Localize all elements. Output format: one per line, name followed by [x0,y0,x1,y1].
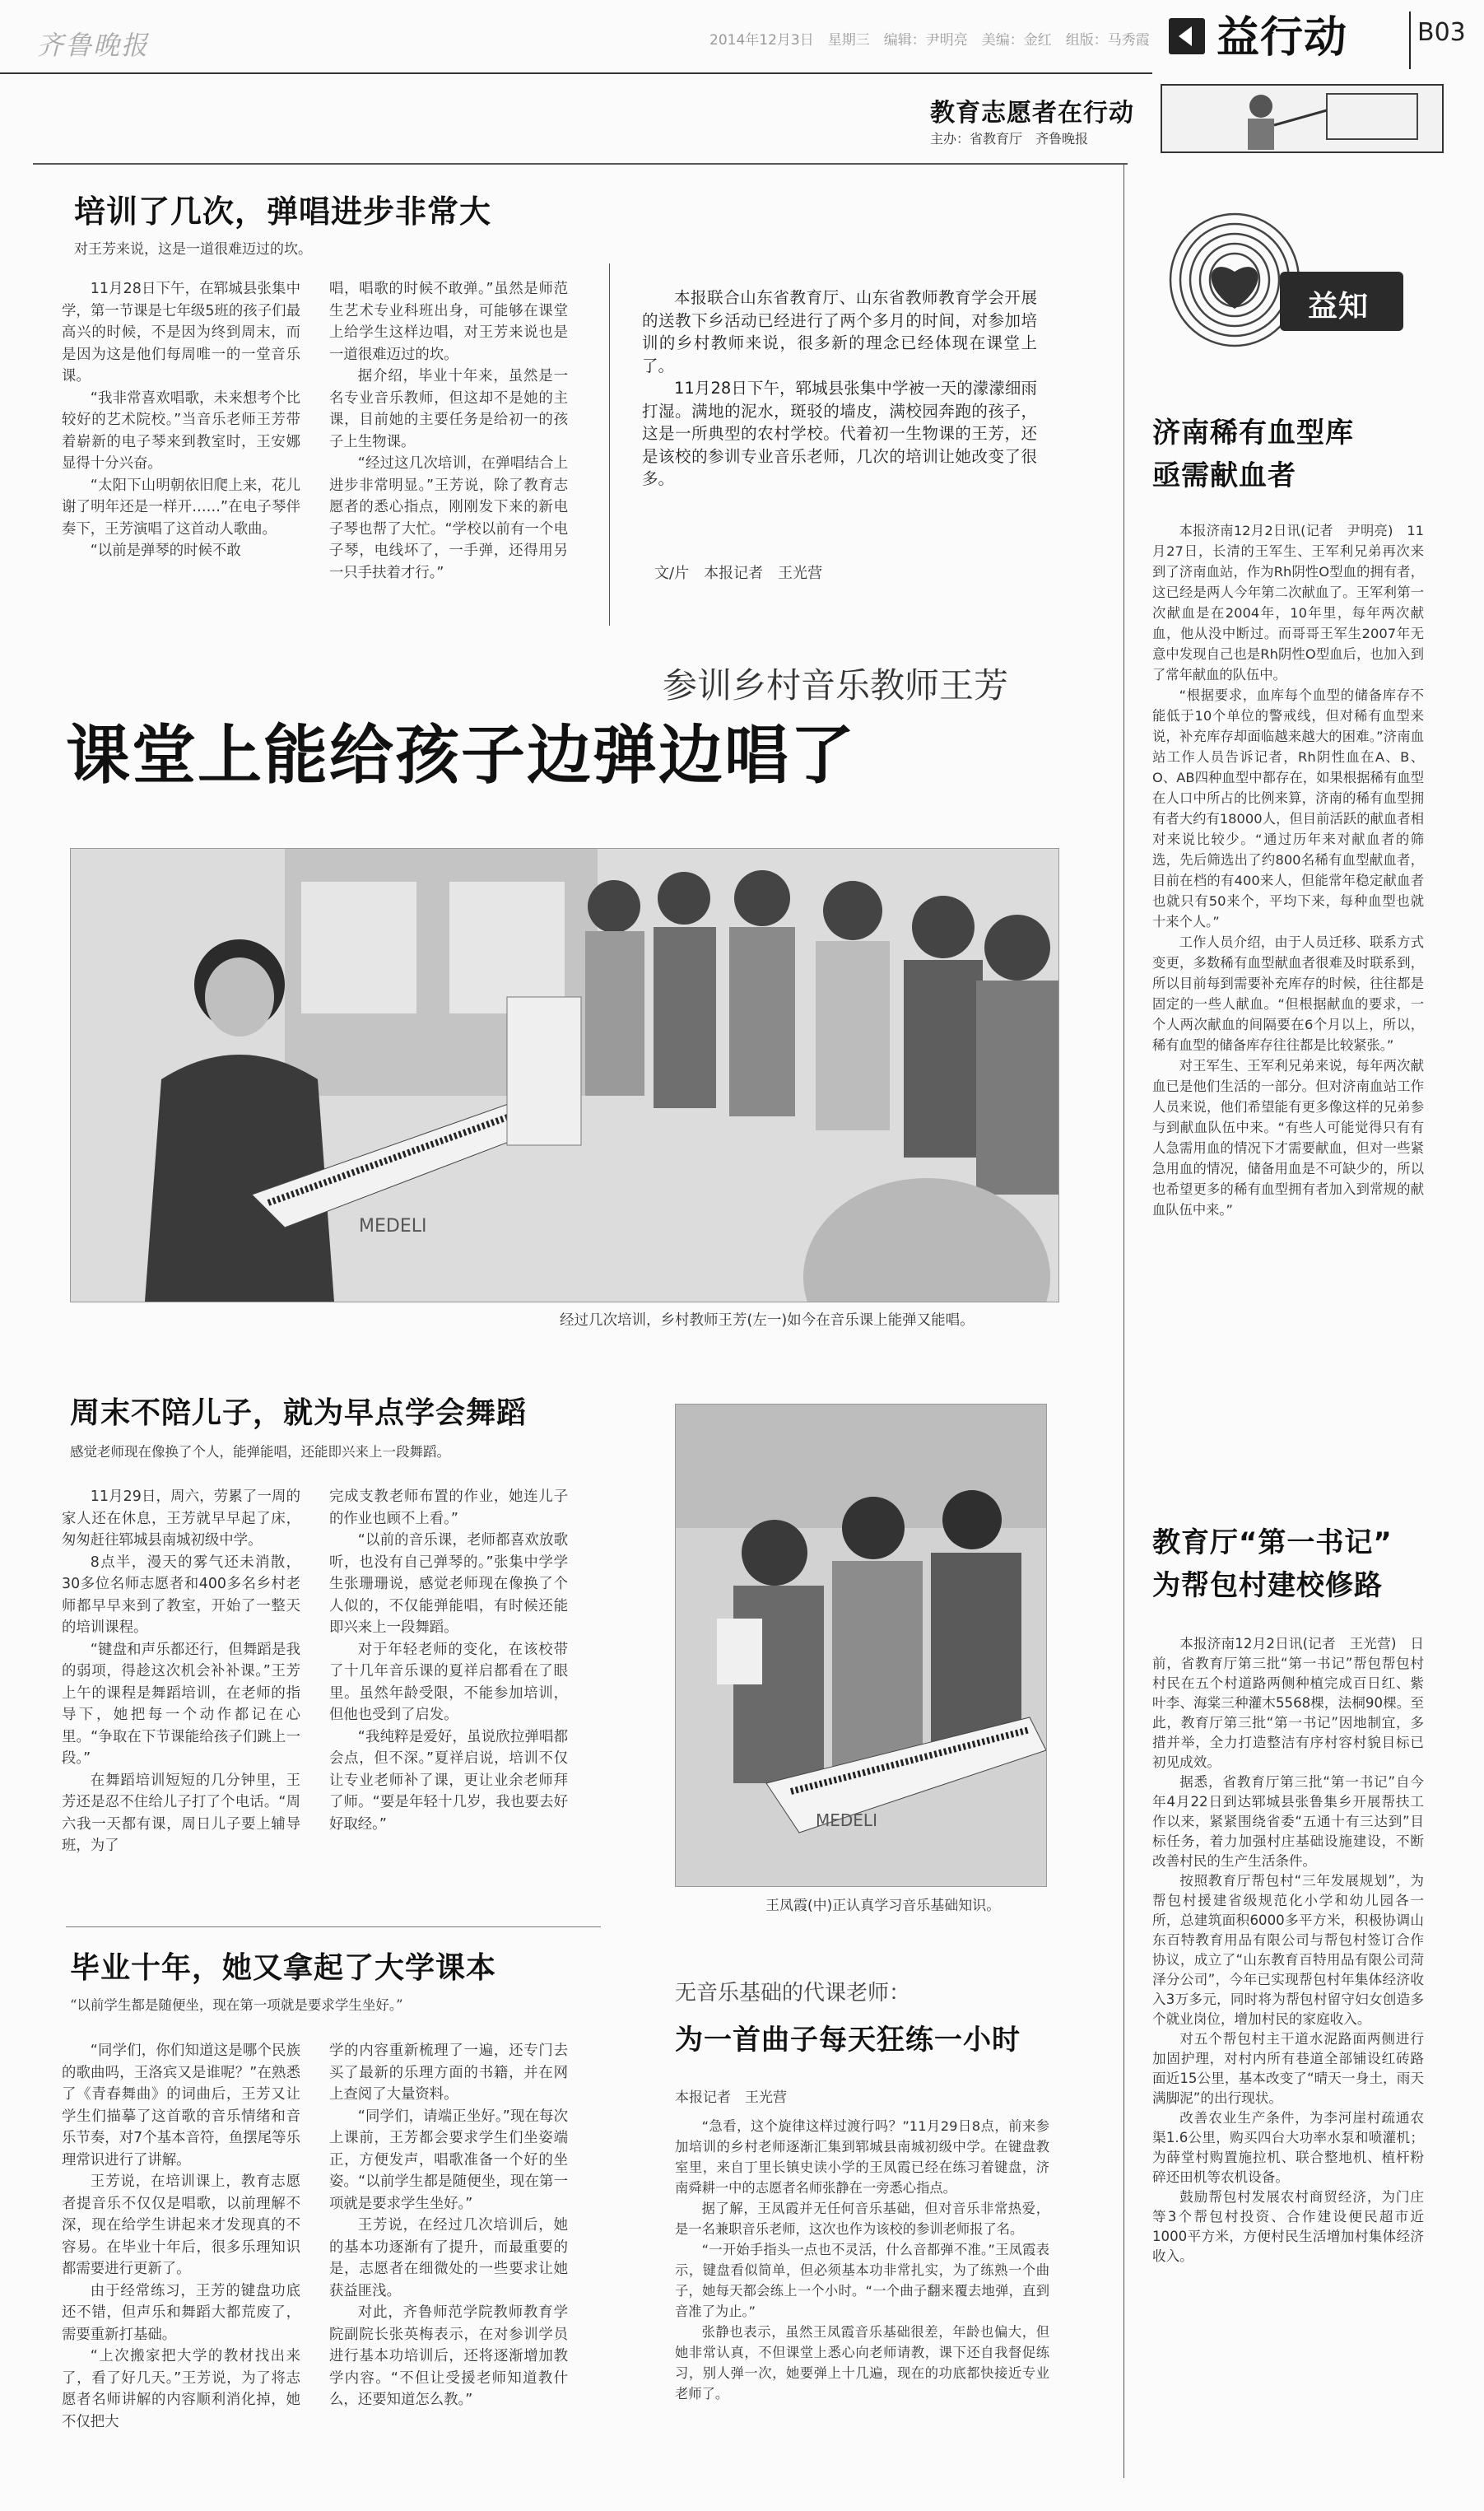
story1-lead: 对王芳来说，这是一道很难迈过的坎。 [74,241,312,258]
paragraph: 对于年轻老师的变化，在该校带了十几年音乐课的夏祥启都看在了眼里。虽然年龄受限，不能参加培训，但他也受到了启发。 [329,1641,568,1723]
masthead [0,0,1484,82]
paragraph: 据悉，省教育厅第三批“第一书记”自今年4月22日到达郓城县张鲁集乡开展帮扶工作以来，紧紧围绕省委“五通十有三达到”目标任务，着力加强村庄基础设施建设，不断改善村民的生产生活条件。 [1152,1774,1424,1869]
paragraph: 在舞蹈培训短短的几分钟里，王芳还是忍不住给儿子打了个电话。“周六我一天都有课，周日儿子要上辅导班，为了 [62,1772,300,1854]
sidebar-story1-title [1152,412,1354,497]
paragraph: 本报济南12月2日讯(记者 尹明亮) 11月27日，长清的王军生、王军利兄弟再次来到了济南血站，作为Rh阴性O型血的拥有者，这已经是两人今年第二次献血了。王军利第一次献血是在2004年，10年里，每年两次献血，他从没中断过。而哥哥王军生2007年无意中发现自己也是Rh阴性O型血后，也加入到了常年献血的队伍中。 [1152,523,1424,682]
paragraph: “以前是弹琴的时候不敢 [90,543,241,559]
paragraph: “一开始手指头一点也不灵活，什么音都弹不准。”王凤霞表示，键盘看似简单，但必须基本功非常扎实，为了练熟一个曲子，她每天都会练上一个小时。“一个曲子翻来覆去地弹，直到音准了为止。” [675,2242,1049,2319]
teacher-illustration [1161,84,1444,153]
paragraph: 改善农业生产条件，为李河崖村疏通农渠1.6公里，购买四台大功率水泵和喷灌机；为薛堂村购置施拉机、联合整地机、植杆粉碎还田机等农机设备。 [1152,2110,1424,2185]
paragraph: 唱，唱歌的时候不敢弹。”虽然是师范生艺术专业科班出身，可能够在课堂上给学生这样边唱，对王芳来说也是一道很难迈过的坎。 [329,281,568,363]
story2-column-1 [62,1486,300,1857]
sidebar-story1-body [1152,520,1424,1220]
paragraph: “我非常喜欢唱歌，未来想考个比较好的艺术院校。”当音乐老师王芳带着崭新的电子琴来到教室时，王安娜显得十分兴奋。 [62,389,300,472]
story4-kicker: 无音乐基础的代课老师： [675,1981,911,2006]
paragraph: 对五个帮包村主干道水泥路面两侧进行加固护理，对村内所有巷道全部铺设红砖路面近15公里，基本改变了“晴天一身土，雨天满脚泥”的出行现状。 [1152,2031,1424,2106]
photo-teacher-keyboard [70,848,1059,1302]
sidebar-story2-title [1152,1521,1393,1607]
intro-byline: 文/片 本报记者 王光营 [654,565,823,582]
paragraph: “我纯粹是爱好，虽说欣拉弹唱都会点，但不深。”夏祥启说，培训不仅让专业老师补了课，更让业余老师拜了师。“要是年轻十几岁，我也要去好好取经。” [329,1728,568,1833]
paragraph: “键盘和声乐都还行，但舞蹈是我的弱项，得趁这次机会补补课。”王芳上午的课程是舞蹈培训，在老师的指导下，她把每一个动作都记在心里。“争取在下节课能给孩子们跳上一段。” [62,1641,300,1767]
story1-column-2 [329,278,568,584]
paragraph: 8点半，漫天的雾气还未消散，30多位名师志愿者和400多名乡村老师都早早来到了教室，开始了一整天的培训课程。 [62,1554,300,1636]
paragraph: “上次搬家把大学的教材找出来了，看了好几天。”王芳说，为了将志愿者名师讲解的内容顺利消化掉，她不仅把大 [62,2348,300,2430]
title-line: 济南稀有血型库 [1152,417,1354,450]
story3-column-2 [329,2040,568,2411]
paragraph: “急看，这个旋律这样过渡行吗？”11月29日8点，前来参加培训的乡村老师逐渐汇集到郓城县南城初级中学。在键盘教室里，来自丁里长镇史读小学的王凤霞已经在练习着键盘，济南舜耕一中的志愿者名师张静在一旁悉心指点。 [675,2118,1049,2196]
paragraph: 张静也表示，虽然王凤霞音乐基础很差，年龄也偏大，但她非常认真，不但课堂上悉心向老师请教，课下还自我督促练习，别人弹一次，她要弹上十几遍，现在的功底都快接近专业老师了。 [675,2324,1049,2402]
paragraph: “太阳下山明朝依旧爬上来，花儿谢了明年还是一样开……”在电子琴伴奏下，王芳演唱了这首动人歌曲。 [62,477,300,538]
story2-column-2 [329,1486,568,1835]
story3-lead: “以前学生都是随便坐，现在第一项就是要求学生坐好。” [70,1997,403,2013]
story1-column-1 [62,278,300,562]
paragraph: 学的内容重新梳理了一遍，还专门去买了最新的乐理方面的书籍，并在网上查阅了大量资料。 [329,2043,568,2103]
headline-kicker: 参训乡村音乐教师王芳 [663,665,1009,706]
issue-meta: 2014年12月3日 星期三 编辑：尹明亮 美编：金红 组版：马秀霞 [709,32,1150,49]
paragraph: 王芳说，在经过几次培训后，她的基本功逐渐有了提升，而最重要的是，志愿者在细微处的一些要求让她获益匪浅。 [329,2217,568,2299]
paragraph: 本报联合山东省教育厅、山东省教师教育学会开展的送教下乡活动已经进行了两个多月的时间，对参加培训的乡村教师来说，很多新的理念已经体现在课堂上了。 [642,288,1037,375]
main-headline: 课堂上能给孩子边弹边唱了 [66,719,857,793]
page-number: B03 [1417,18,1466,47]
paragraph: 完成支教老师布置的作业，她连儿子的作业也顾不上看。” [329,1488,568,1527]
paragraph: 据了解，王凤霞并无任何音乐基础，但对音乐非常热爱，是一名兼职音乐老师，这次也作为该校的参训老师报了名。 [675,2201,1049,2237]
paragraph: 对王军生、王军利兄弟来说，每年两次献血已是他们生活的一部分。但对济南血站工作人员来说，他们希望能有更多像这样的兄弟参与到献血队伍中来。“有些人可能觉得只有有人急需用血的情况下才需要献血，但对一些紧急用血的情况，储备用血是不可缺少的，所以也希望更多的稀有血型拥有者加入到常规的献血队伍中来。” [1152,1058,1424,1218]
keyboard-brand-text: MEDELI [359,1216,427,1237]
section-banner [864,82,1444,156]
title-line: 亟需献血者 [1152,459,1296,492]
paragraph: 由于经常练习，王芳的键盘功底还不错，但声乐和舞蹈大都荒废了，需要重新打基础。 [62,2282,300,2343]
newspaper-logo: 齐鲁晚报 [37,30,150,61]
photo1-caption: 经过几次培训，乡村教师王芳(左一)如今在音乐课上能弹又能唱。 [560,1312,975,1329]
section-icon [1169,18,1205,54]
paragraph: 据介绍，毕业十年来，虽然是一名专业音乐教师，但这却不是她的主课，目前她的主要任务是给初一的孩子上生物课。 [329,368,568,450]
story2-lead: 感觉老师现在像换了个人，能弹能唱，还能即兴来上一段舞蹈。 [70,1444,450,1460]
sidebar-label-badge [1280,272,1403,331]
sidebar-story2-body [1152,1634,1424,2266]
paragraph: 11月29日，周六，劳累了一周的家人还在休息，王芳就早早起了床，匆匆赶往郓城县南城初级中学。 [62,1488,300,1549]
title-line: 为帮包村建校修路 [1152,1569,1383,1602]
story3-column-1 [62,2040,300,2433]
paragraph: “根据要求，血库每个血型的储备库存不能低于10个单位的警戒线，但对稀有血型来说，补充库存却面临越来越大的困难。”济南血站工作人员告诉记者，Rh阴性血在A、B、O、AB四种血型中都存在，如果根据稀有血型在人口中所占的比例来算，济南的稀有血型拥有者大约有18000人，但目前活跃的献血者相对来说比较少。“通过历年来对献血者的筛选，先后筛选出了约800名稀有血型献血者，目前在档的有400来人，但能常年稳定献血者也就只有50来个，平均下来，每种血型也就十来个人。” [1152,687,1424,929]
paragraph: 11月28日下午，郓城县张集中学被一天的濛濛细雨打湿。满地的泥水，斑驳的墙皮，满校园奔跑的孩子，这是一所典型的农村学校。代着初一生物课的王芳，还是该校的参训专业音乐老师，几次的培训让她改变了很多。 [642,379,1037,488]
intro-text [642,287,1037,491]
photo2-caption: 王凤霞(中)正认真学习音乐基础知识。 [765,1898,1001,1914]
paragraph: 鼓励帮包村发展农村商贸经济，为门庄等3个帮包村投资、合作建设便民超市近1000平方米，方便村民生活增加村集体经济收入。 [1152,2189,1424,2264]
banner-title: 教育志愿者在行动 [930,99,1134,128]
story4-title: 为一首曲子每天狂练一小时 [675,2024,1021,2057]
banner-subtitle: 主办：省教育厅 齐鲁晚报 [930,131,1089,147]
section-title: 益行动 [1217,13,1348,63]
paragraph: “同学们，请端正坐好。”现在每次上课前，王芳都会要求学生们坐姿端正，方便发声，唱歌准备一个好的坐姿。“以前学生都是随便坐，现在第一项就是要求学生坐好。” [329,2108,568,2212]
paragraph: 王芳说，在培训课上，教育志愿者提音乐不仅仅是唱歌，以前理解不深，现在给学生讲起来才发现真的不容易。在毕业十年后，很多乐理知识都需要进行更新了。 [62,2173,300,2277]
story4-byline: 本报记者 王光营 [675,2089,787,2106]
paragraph: 11月28日下午，在郓城县张集中学，第一节课是七年级5班的孩子们最高兴的时候，不是因为终到周末，而是因为这是他们每周唯一的一堂音乐课。 [62,281,300,384]
paragraph: “经过这几次培训，在弹唱结合上进步非常明显。”王芳说，除了教育志愿者的悉心指点，刚刚发下来的新电子琴也帮了大忙。“学校以前有一个电子琴，电线坏了，一手弹，还得用另一只手扶着才行。” [329,455,568,581]
story3-title: 毕业十年，她又拿起了大学课本 [70,1951,497,1985]
photo-keyboard-lesson [675,1404,1047,1887]
paragraph: 对此，齐鲁师范学院教师教育学院副院长张英梅表示，在对参训学员进行基本功培训后，还将逐渐增加教学内容。“不但让受援老师知道教什么，还要知道怎么教。” [329,2304,568,2408]
sidebar-label: 益知 [1308,290,1370,324]
title-line: 教育厅“第一书记” [1152,1526,1393,1559]
story1-title: 培训了几次，弹唱进步非常大 [74,193,492,230]
paragraph: “同学们，你们知道这是哪个民族的歌曲吗，王洛宾又是谁呢？”在熟悉了《青春舞曲》的词曲后，王芳又让学生们描摹了这首歌的音乐情绪和音乐节奏，对7个基本音符，鱼摆尾等乐理常识进行了讲解。 [62,2043,300,2169]
paragraph: 本报济南12月2日讯(记者 王光营) 日前，省教育厅第三批“第一书记”帮包帮包村村民在五个村道路两侧种植完成百日红、紫叶李、海棠三种灌木5568棵，法桐90棵。至此，教育厅第三批“第一书记”因地制宜，多措并举，全力打造整洁有序村容村貌目标已初见成效。 [1152,1636,1424,1770]
story2-title: 周末不陪儿子，就为早点学会舞蹈 [70,1396,528,1430]
paragraph: “以前的音乐课，老师都喜欢放歌听，也没有自己弹琴的。”张集中学学生张珊珊说，感觉老师现在像换了个人似的，不仅能弹能唱，有时候还能即兴来上一段舞蹈。 [329,1532,568,1636]
paragraph: 按照教育厅帮包村“三年发展规划”，为帮包村援建省级规范化小学和幼儿园各一所，总建筑面积6000多平方米，积极协调山东百特教育用品有限公司与帮包村签订合作协议，成立了“山东教育百特用品有限公司菏泽分公司”，今年已实现帮包村年集体经济收入3万多元，同时将为帮包村留守妇女创造多个就业岗位，增加村民的家庭收入。 [1152,1873,1424,2027]
paragraph: 工作人员介绍，由于人员迁移、联系方式变更，多数稀有血型献血者很难及时联系到，所以目前每到需要补充库存的时候，往往都是固定的一些人献血。“但根据献血的要求，一个人两次献血的间隔要在6个月以上，所以，稀有血型的储备库存往往都是比较紧张。” [1152,934,1424,1053]
story4-body [675,2116,1049,2404]
keyboard-brand-text: MEDELI [816,1810,877,1830]
